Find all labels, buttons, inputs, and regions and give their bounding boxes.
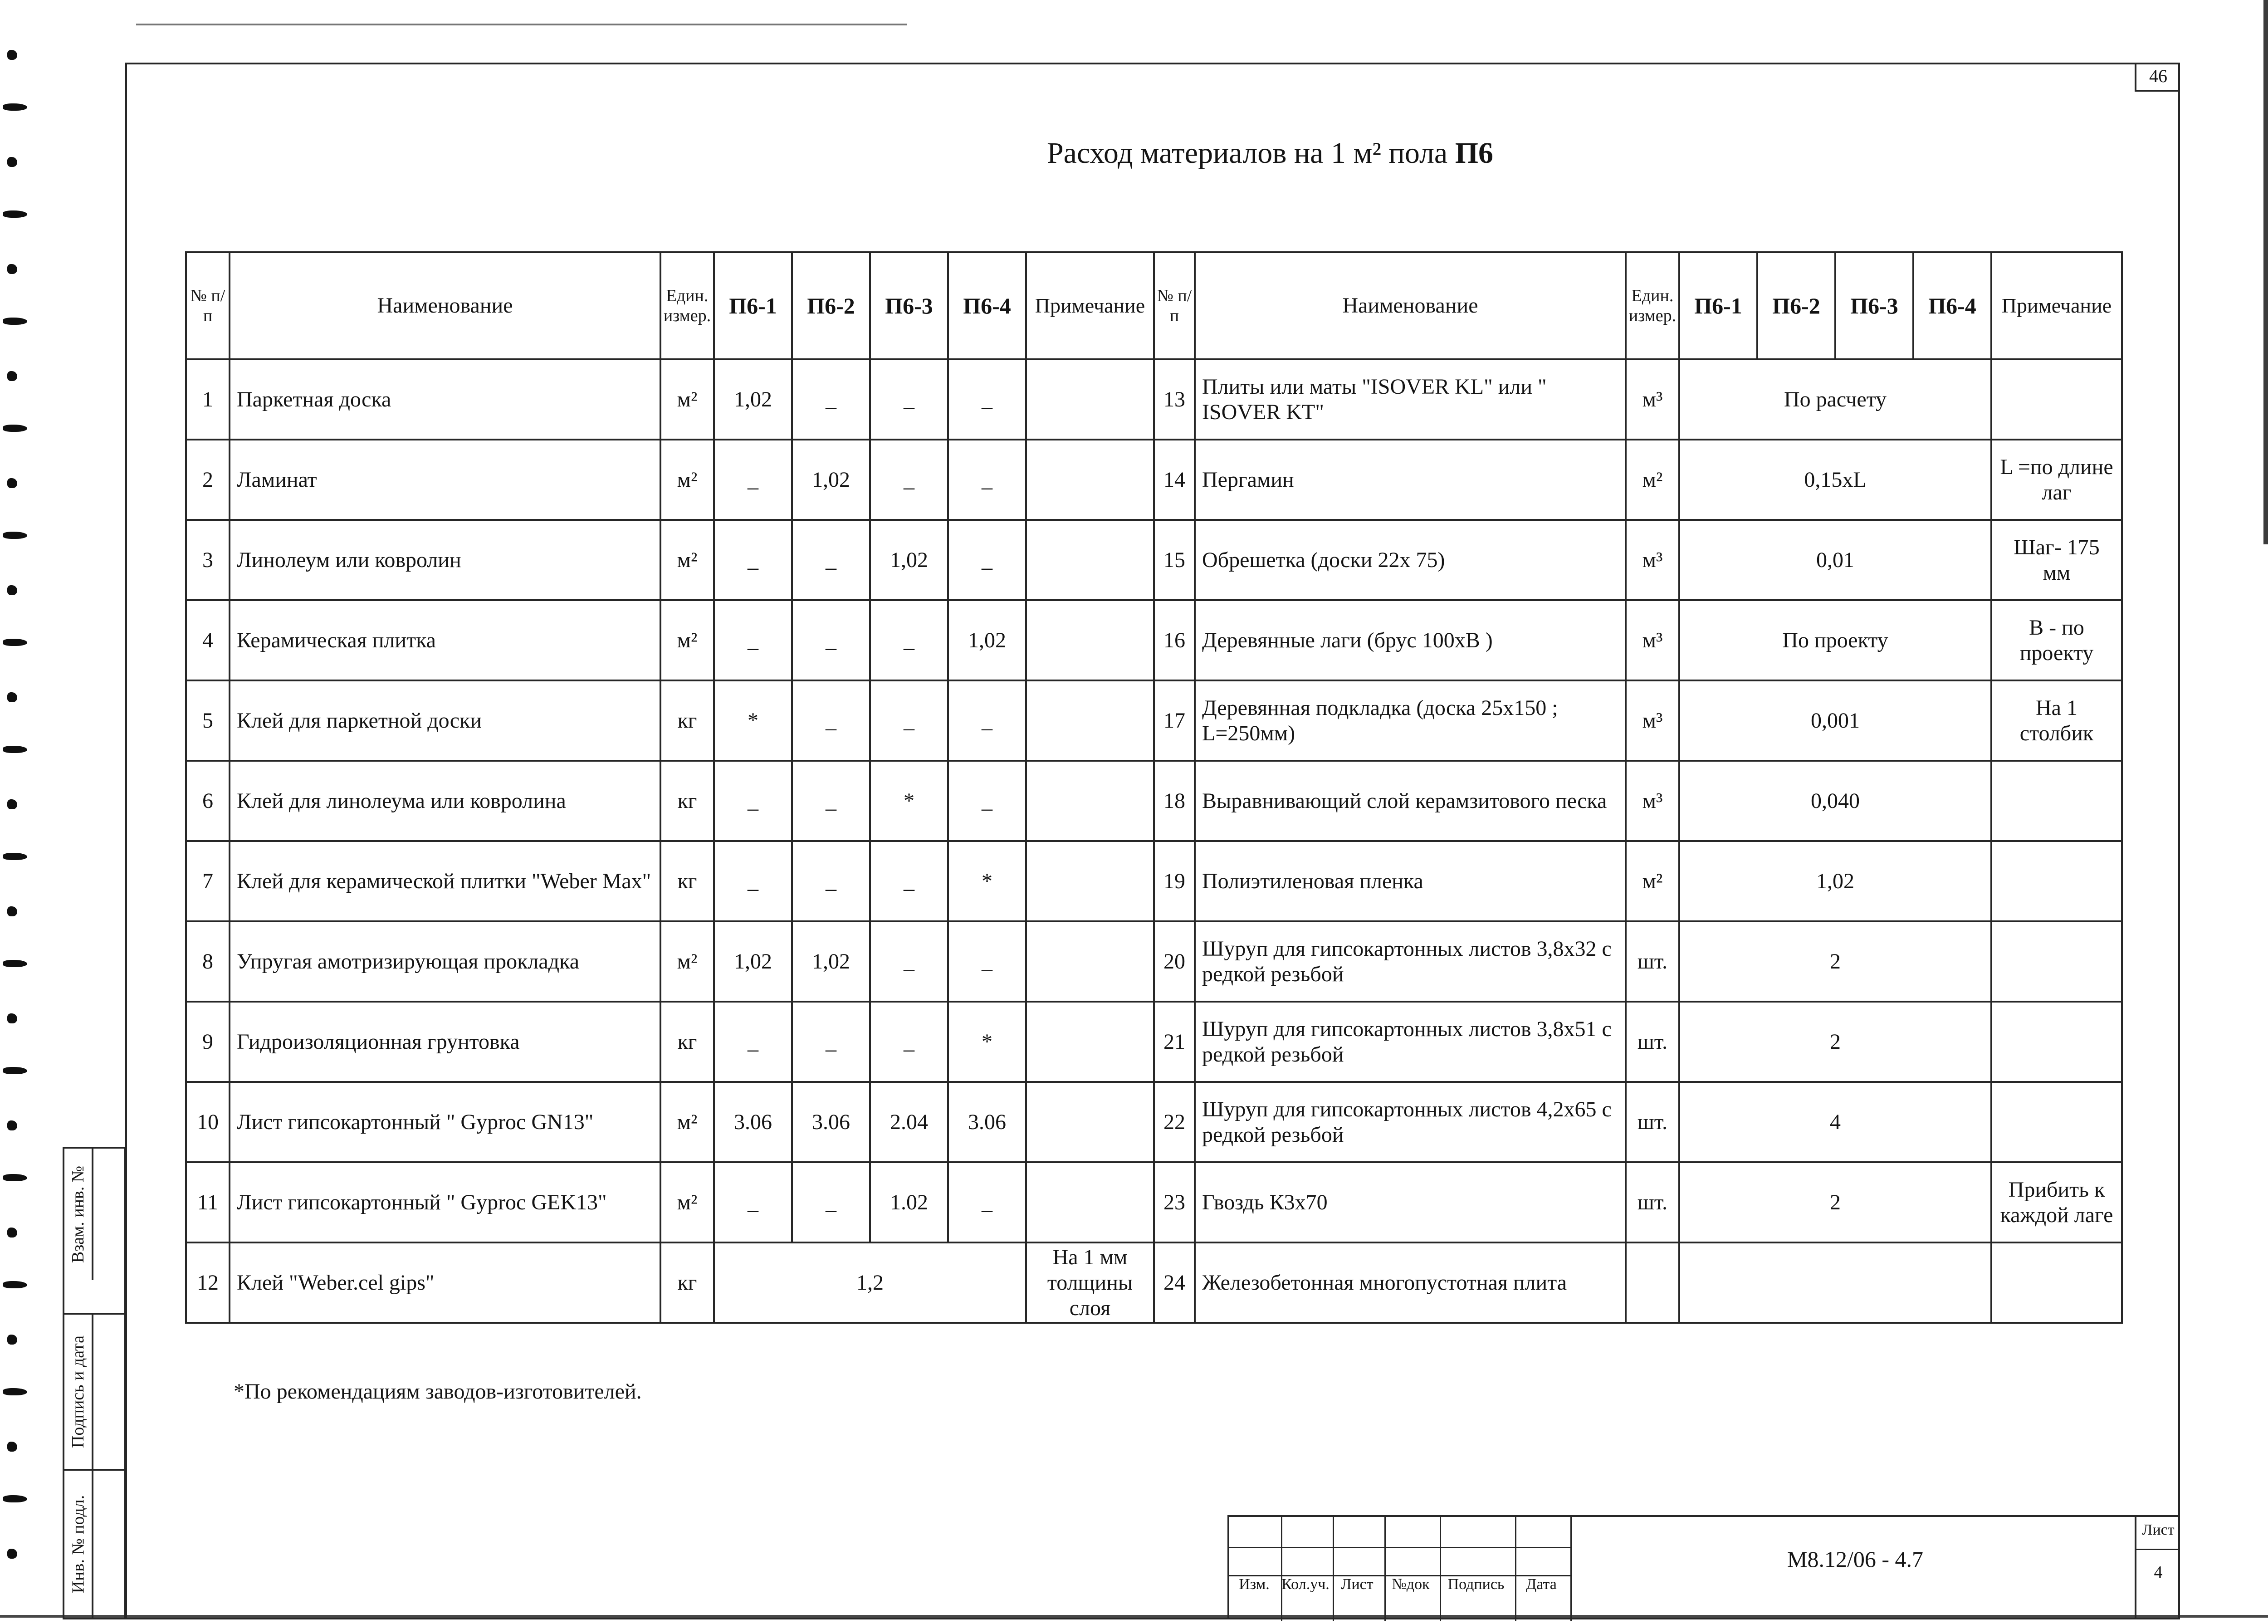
quantity-cell: _: [948, 761, 1026, 841]
unit-cell: м²: [1626, 841, 1679, 921]
quantity-cell: _: [792, 1162, 870, 1242]
quantity-cell: _: [948, 440, 1026, 520]
row-number: 23: [1154, 1162, 1195, 1242]
material-name: Паркетная доска: [230, 359, 660, 440]
table-row: [186, 520, 2122, 600]
note-cell: [1026, 1082, 1154, 1162]
unit-cell: м³: [1626, 600, 1679, 680]
unit-cell: шт.: [1626, 921, 1679, 1002]
unit-cell: [1626, 1242, 1679, 1323]
sheet-box: [2135, 1515, 2180, 1619]
quantity-cell: _: [714, 1162, 792, 1242]
header-num-right: № п/п: [1154, 252, 1195, 359]
row-number: 14: [1154, 440, 1195, 520]
note-cell: [1026, 359, 1154, 440]
tb-label-koluch: Кол.уч.: [1281, 1576, 1330, 1593]
row-number: 20: [1154, 921, 1195, 1002]
unit-cell: кг: [660, 841, 714, 921]
binding-hole: [3, 639, 27, 646]
unit-cell: м²: [660, 921, 714, 1002]
header-code-4-left: П6-4: [948, 252, 1026, 359]
scan-edge-top: [136, 24, 907, 25]
binding-hole: [3, 210, 27, 218]
note-cell: [1026, 921, 1154, 1002]
binding-hole: [7, 1120, 17, 1130]
note-cell: L =по длине лаг: [1991, 440, 2122, 520]
unit-cell: м³: [1626, 761, 1679, 841]
material-name: Шуруп для гипсокартонных листов 3,8х32 с редкой резьбой: [1195, 921, 1626, 1002]
row-number: 1: [186, 359, 230, 440]
quantity-merged: 0,001: [1679, 680, 1991, 761]
table-row: [186, 841, 2122, 921]
quantity-cell: _: [948, 520, 1026, 600]
unit-cell: м²: [660, 1082, 714, 1162]
row-number: 2: [186, 440, 230, 520]
quantity-cell: _: [792, 600, 870, 680]
row-number: 4: [186, 600, 230, 680]
title-text: Расход материалов на 1 м² пола: [1046, 137, 1455, 170]
material-name: Лист гипсокартонный " Gyproc GEK13": [230, 1162, 660, 1242]
unit-cell: м²: [660, 600, 714, 680]
material-name: Деревянные лаги (брус 100хВ ): [1195, 600, 1626, 680]
note-cell: Шаг- 175 мм: [1991, 520, 2122, 600]
binding-hole: [7, 1549, 17, 1559]
material-name: Пергамин: [1195, 440, 1626, 520]
note-cell: На 1 столбик: [1991, 680, 2122, 761]
page-number: 46: [2135, 63, 2180, 92]
unit-cell: м²: [660, 1162, 714, 1242]
material-name: Выравнивающий слой керамзитового песка: [1195, 761, 1626, 841]
unit-cell: м³: [1626, 680, 1679, 761]
note-cell: [1991, 1002, 2122, 1082]
quantity-cell: _: [870, 841, 948, 921]
row-number: 19: [1154, 841, 1195, 921]
header-code-1-left: П6-1: [714, 252, 792, 359]
header-code-2-right: П6-2: [1757, 252, 1835, 359]
binding-hole: [3, 960, 27, 967]
material-name: Гидроизоляционная грунтовка: [230, 1002, 660, 1082]
binding-hole: [7, 692, 17, 702]
binding-hole: [7, 50, 17, 60]
quantity-merged: 0,01: [1679, 520, 1991, 600]
quantity-cell: _: [870, 359, 948, 440]
header-note-right: Примечание: [1991, 252, 2122, 359]
quantity-cell: _: [792, 359, 870, 440]
binding-hole: [7, 1013, 17, 1023]
material-name: Шуруп для гипсокартонных листов 3,8х51 с редкой резьбой: [1195, 1002, 1626, 1082]
binding-holes: [0, 0, 36, 1624]
header-unit-left: Един. измер.: [660, 252, 714, 359]
quantity-cell: *: [714, 680, 792, 761]
material-name: Клей для линолеума или ковролина: [230, 761, 660, 841]
material-name: Ламинат: [230, 440, 660, 520]
quantity-cell: _: [870, 680, 948, 761]
quantity-merged: 4: [1679, 1082, 1991, 1162]
unit-cell: м²: [1626, 440, 1679, 520]
quantity-cell: _: [948, 921, 1026, 1002]
quantity-cell: *: [948, 841, 1026, 921]
quantity-merged: 2: [1679, 921, 1991, 1002]
quantity-merged: 2: [1679, 1162, 1991, 1242]
table-row: [186, 1162, 2122, 1242]
binding-hole: [3, 1495, 27, 1502]
note-cell: [1026, 520, 1154, 600]
document-code: М8.12/06 - 4.7: [1787, 1546, 1923, 1572]
quantity-cell: _: [714, 761, 792, 841]
quantity-merged: [1679, 1242, 1991, 1323]
stamp-label-replacement: Взам. инв. №: [68, 1165, 88, 1263]
page-title: [726, 136, 1814, 171]
note-cell: [1026, 1162, 1154, 1242]
quantity-merged: По расчету: [1679, 359, 1991, 440]
table-row: [186, 359, 2122, 440]
binding-hole: [7, 1335, 17, 1345]
quantity-cell: _: [870, 440, 948, 520]
footnote: *По рекомендациям заводов-изготовителей.: [234, 1379, 642, 1404]
binding-hole: [3, 1281, 27, 1288]
quantity-cell: 1,02: [714, 921, 792, 1002]
binding-hole: [7, 264, 17, 274]
note-cell: [1026, 1002, 1154, 1082]
quantity-cell: _: [714, 1002, 792, 1082]
tb-label-podpis: Подпись: [1447, 1576, 1505, 1593]
quantity-cell: 1,02: [948, 600, 1026, 680]
quantity-cell: _: [948, 359, 1026, 440]
note-cell: В - по проекту: [1991, 600, 2122, 680]
quantity-cell: _: [714, 520, 792, 600]
binding-hole: [3, 1067, 27, 1074]
header-unit-right: Един. измер.: [1626, 252, 1679, 359]
quantity-cell: _: [792, 680, 870, 761]
binding-hole: [3, 746, 27, 753]
binding-hole: [3, 318, 27, 325]
stamp-label-signature: Подпись и дата: [68, 1335, 88, 1448]
tb-label-data: Дата: [1526, 1576, 1557, 1593]
quantity-cell: 1,02: [870, 520, 948, 600]
unit-cell: кг: [660, 1242, 714, 1323]
unit-cell: м³: [1626, 520, 1679, 600]
note-cell: Прибить к каждой лаге: [1991, 1162, 2122, 1242]
quantity-cell: _: [870, 1002, 948, 1082]
row-number: 16: [1154, 600, 1195, 680]
material-name: Керамическая плитка: [230, 600, 660, 680]
header-code-1-right: П6-1: [1679, 252, 1757, 359]
binding-hole: [7, 478, 17, 488]
table-row: [186, 1002, 2122, 1082]
title-code: П6: [1455, 137, 1494, 170]
quantity-cell: _: [792, 761, 870, 841]
header-code-2-left: П6-2: [792, 252, 870, 359]
stamp-label-inventory: Инв. № подл.: [68, 1495, 88, 1594]
table-row: [186, 761, 2122, 841]
note-cell: [1991, 1082, 2122, 1162]
stamp-cell-signature: [64, 1315, 93, 1469]
quantity-cell: _: [792, 841, 870, 921]
row-number: 13: [1154, 359, 1195, 440]
unit-cell: м³: [1626, 359, 1679, 440]
quantity-merged: 1,2: [714, 1242, 1026, 1323]
material-name: Клей "Weber.cel gips": [230, 1242, 660, 1323]
unit-cell: м²: [660, 520, 714, 600]
table-row: [186, 440, 2122, 520]
header-code-3-left: П6-3: [870, 252, 948, 359]
quantity-cell: _: [870, 921, 948, 1002]
quantity-cell: 1.02: [870, 1162, 948, 1242]
row-number: 24: [1154, 1242, 1195, 1323]
note-cell: [1026, 440, 1154, 520]
binding-hole: [7, 585, 17, 595]
unit-cell: кг: [660, 1002, 714, 1082]
unit-cell: м²: [660, 359, 714, 440]
binding-hole: [3, 425, 27, 432]
header-code-4-right: П6-4: [1913, 252, 1991, 359]
material-name: Лист гипсокартонный " Gyproc GN13": [230, 1082, 660, 1162]
binding-hole: [3, 103, 27, 111]
table-row: [186, 600, 2122, 680]
material-name: Плиты или маты "ISOVER KL" или " ISOVER KT": [1195, 359, 1626, 440]
row-number: 10: [186, 1082, 230, 1162]
binding-hole: [3, 1174, 27, 1181]
table-header-row: [186, 252, 2122, 359]
note-cell: На 1 мм толщины слоя: [1026, 1242, 1154, 1323]
binding-hole: [3, 853, 27, 860]
row-number: 11: [186, 1162, 230, 1242]
note-cell: [1991, 359, 2122, 440]
row-number: 7: [186, 841, 230, 921]
quantity-cell: _: [714, 600, 792, 680]
tb-label-izm: Изм.: [1239, 1576, 1270, 1593]
scan-edge-right: [2263, 0, 2268, 544]
binding-hole: [7, 157, 17, 167]
row-number: 9: [186, 1002, 230, 1082]
row-number: 5: [186, 680, 230, 761]
unit-cell: шт.: [1626, 1082, 1679, 1162]
binding-hole: [7, 371, 17, 381]
quantity-cell: 1,02: [792, 440, 870, 520]
unit-cell: шт.: [1626, 1162, 1679, 1242]
quantity-merged: 2: [1679, 1002, 1991, 1082]
material-name: Упругая амотризирующая прокладка: [230, 921, 660, 1002]
note-cell: [1991, 761, 2122, 841]
quantity-cell: 1,02: [714, 359, 792, 440]
materials-table: [185, 251, 2123, 1324]
quantity-merged: По проекту: [1679, 600, 1991, 680]
header-note-left: Примечание: [1026, 252, 1154, 359]
row-number: 21: [1154, 1002, 1195, 1082]
quantity-cell: _: [714, 841, 792, 921]
quantity-cell: *: [870, 761, 948, 841]
quantity-cell: _: [714, 440, 792, 520]
material-name: Обрешетка (доски 22х 75): [1195, 520, 1626, 600]
material-name: Полиэтиленовая пленка: [1195, 841, 1626, 921]
sheet-number: 4: [2154, 1563, 2163, 1582]
tb-label-list: Лист: [1341, 1576, 1374, 1593]
quantity-merged: 0,15xL: [1679, 440, 1991, 520]
row-number: 8: [186, 921, 230, 1002]
unit-cell: кг: [660, 680, 714, 761]
material-name: Клей для керамической плитки "Weber Max": [230, 841, 660, 921]
row-number: 3: [186, 520, 230, 600]
quantity-cell: _: [948, 680, 1026, 761]
header-num-left: № п/п: [186, 252, 230, 359]
header-code-3-right: П6-3: [1835, 252, 1913, 359]
row-number: 17: [1154, 680, 1195, 761]
quantity-cell: 2.04: [870, 1082, 948, 1162]
quantity-merged: 1,02: [1679, 841, 1991, 921]
material-name: Клей для паркетной доски: [230, 680, 660, 761]
table-row: [186, 680, 2122, 761]
binding-hole: [3, 1388, 27, 1395]
table-row: [186, 1082, 2122, 1162]
binding-hole: [7, 799, 17, 809]
note-cell: [1991, 921, 2122, 1002]
table-row: [186, 1242, 2122, 1323]
tb-label-ndok: №док: [1392, 1576, 1430, 1593]
title-block-grid: [1227, 1515, 1570, 1619]
quantity-cell: _: [792, 520, 870, 600]
quantity-merged: 0,040: [1679, 761, 1991, 841]
unit-cell: шт.: [1626, 1002, 1679, 1082]
binding-hole: [7, 1442, 17, 1452]
row-number: 12: [186, 1242, 230, 1323]
material-name: Шуруп для гипсокартонных листов 4,2х65 с редкой резьбой: [1195, 1082, 1626, 1162]
binding-hole: [7, 906, 17, 916]
quantity-cell: *: [948, 1002, 1026, 1082]
material-name: Гвоздь К3х70: [1195, 1162, 1626, 1242]
quantity-cell: _: [948, 1162, 1026, 1242]
stamp-cell-inventory: [64, 1471, 93, 1618]
row-number: 22: [1154, 1082, 1195, 1162]
quantity-cell: 3.06: [714, 1082, 792, 1162]
quantity-cell: 3.06: [948, 1082, 1026, 1162]
sheet-label: Лист: [2142, 1521, 2175, 1538]
binding-hole: [3, 532, 27, 539]
row-number: 18: [1154, 761, 1195, 841]
unit-cell: м²: [660, 440, 714, 520]
material-name: Железобетонная многопустотная плита: [1195, 1242, 1626, 1323]
note-cell: [1991, 1242, 2122, 1323]
quantity-cell: 1,02: [792, 921, 870, 1002]
note-cell: [1026, 600, 1154, 680]
note-cell: [1991, 841, 2122, 921]
quantity-cell: _: [870, 600, 948, 680]
quantity-cell: _: [792, 1002, 870, 1082]
material-name: Линолеум или ковролин: [230, 520, 660, 600]
quantity-cell: 3.06: [792, 1082, 870, 1162]
table-row: [186, 921, 2122, 1002]
row-number: 6: [186, 761, 230, 841]
header-name-right: Наименование: [1195, 252, 1626, 359]
margin-stamp: [63, 1147, 126, 1619]
row-number: 15: [1154, 520, 1195, 600]
binding-hole: [7, 1228, 17, 1238]
note-cell: [1026, 761, 1154, 841]
note-cell: [1026, 841, 1154, 921]
material-name: Деревянная подкладка (доска 25х150 ; L=250мм): [1195, 680, 1626, 761]
table-body: [186, 359, 2122, 1323]
stamp-cell-replacement: [64, 1149, 93, 1280]
note-cell: [1026, 680, 1154, 761]
header-name-left: Наименование: [230, 252, 660, 359]
unit-cell: кг: [660, 761, 714, 841]
